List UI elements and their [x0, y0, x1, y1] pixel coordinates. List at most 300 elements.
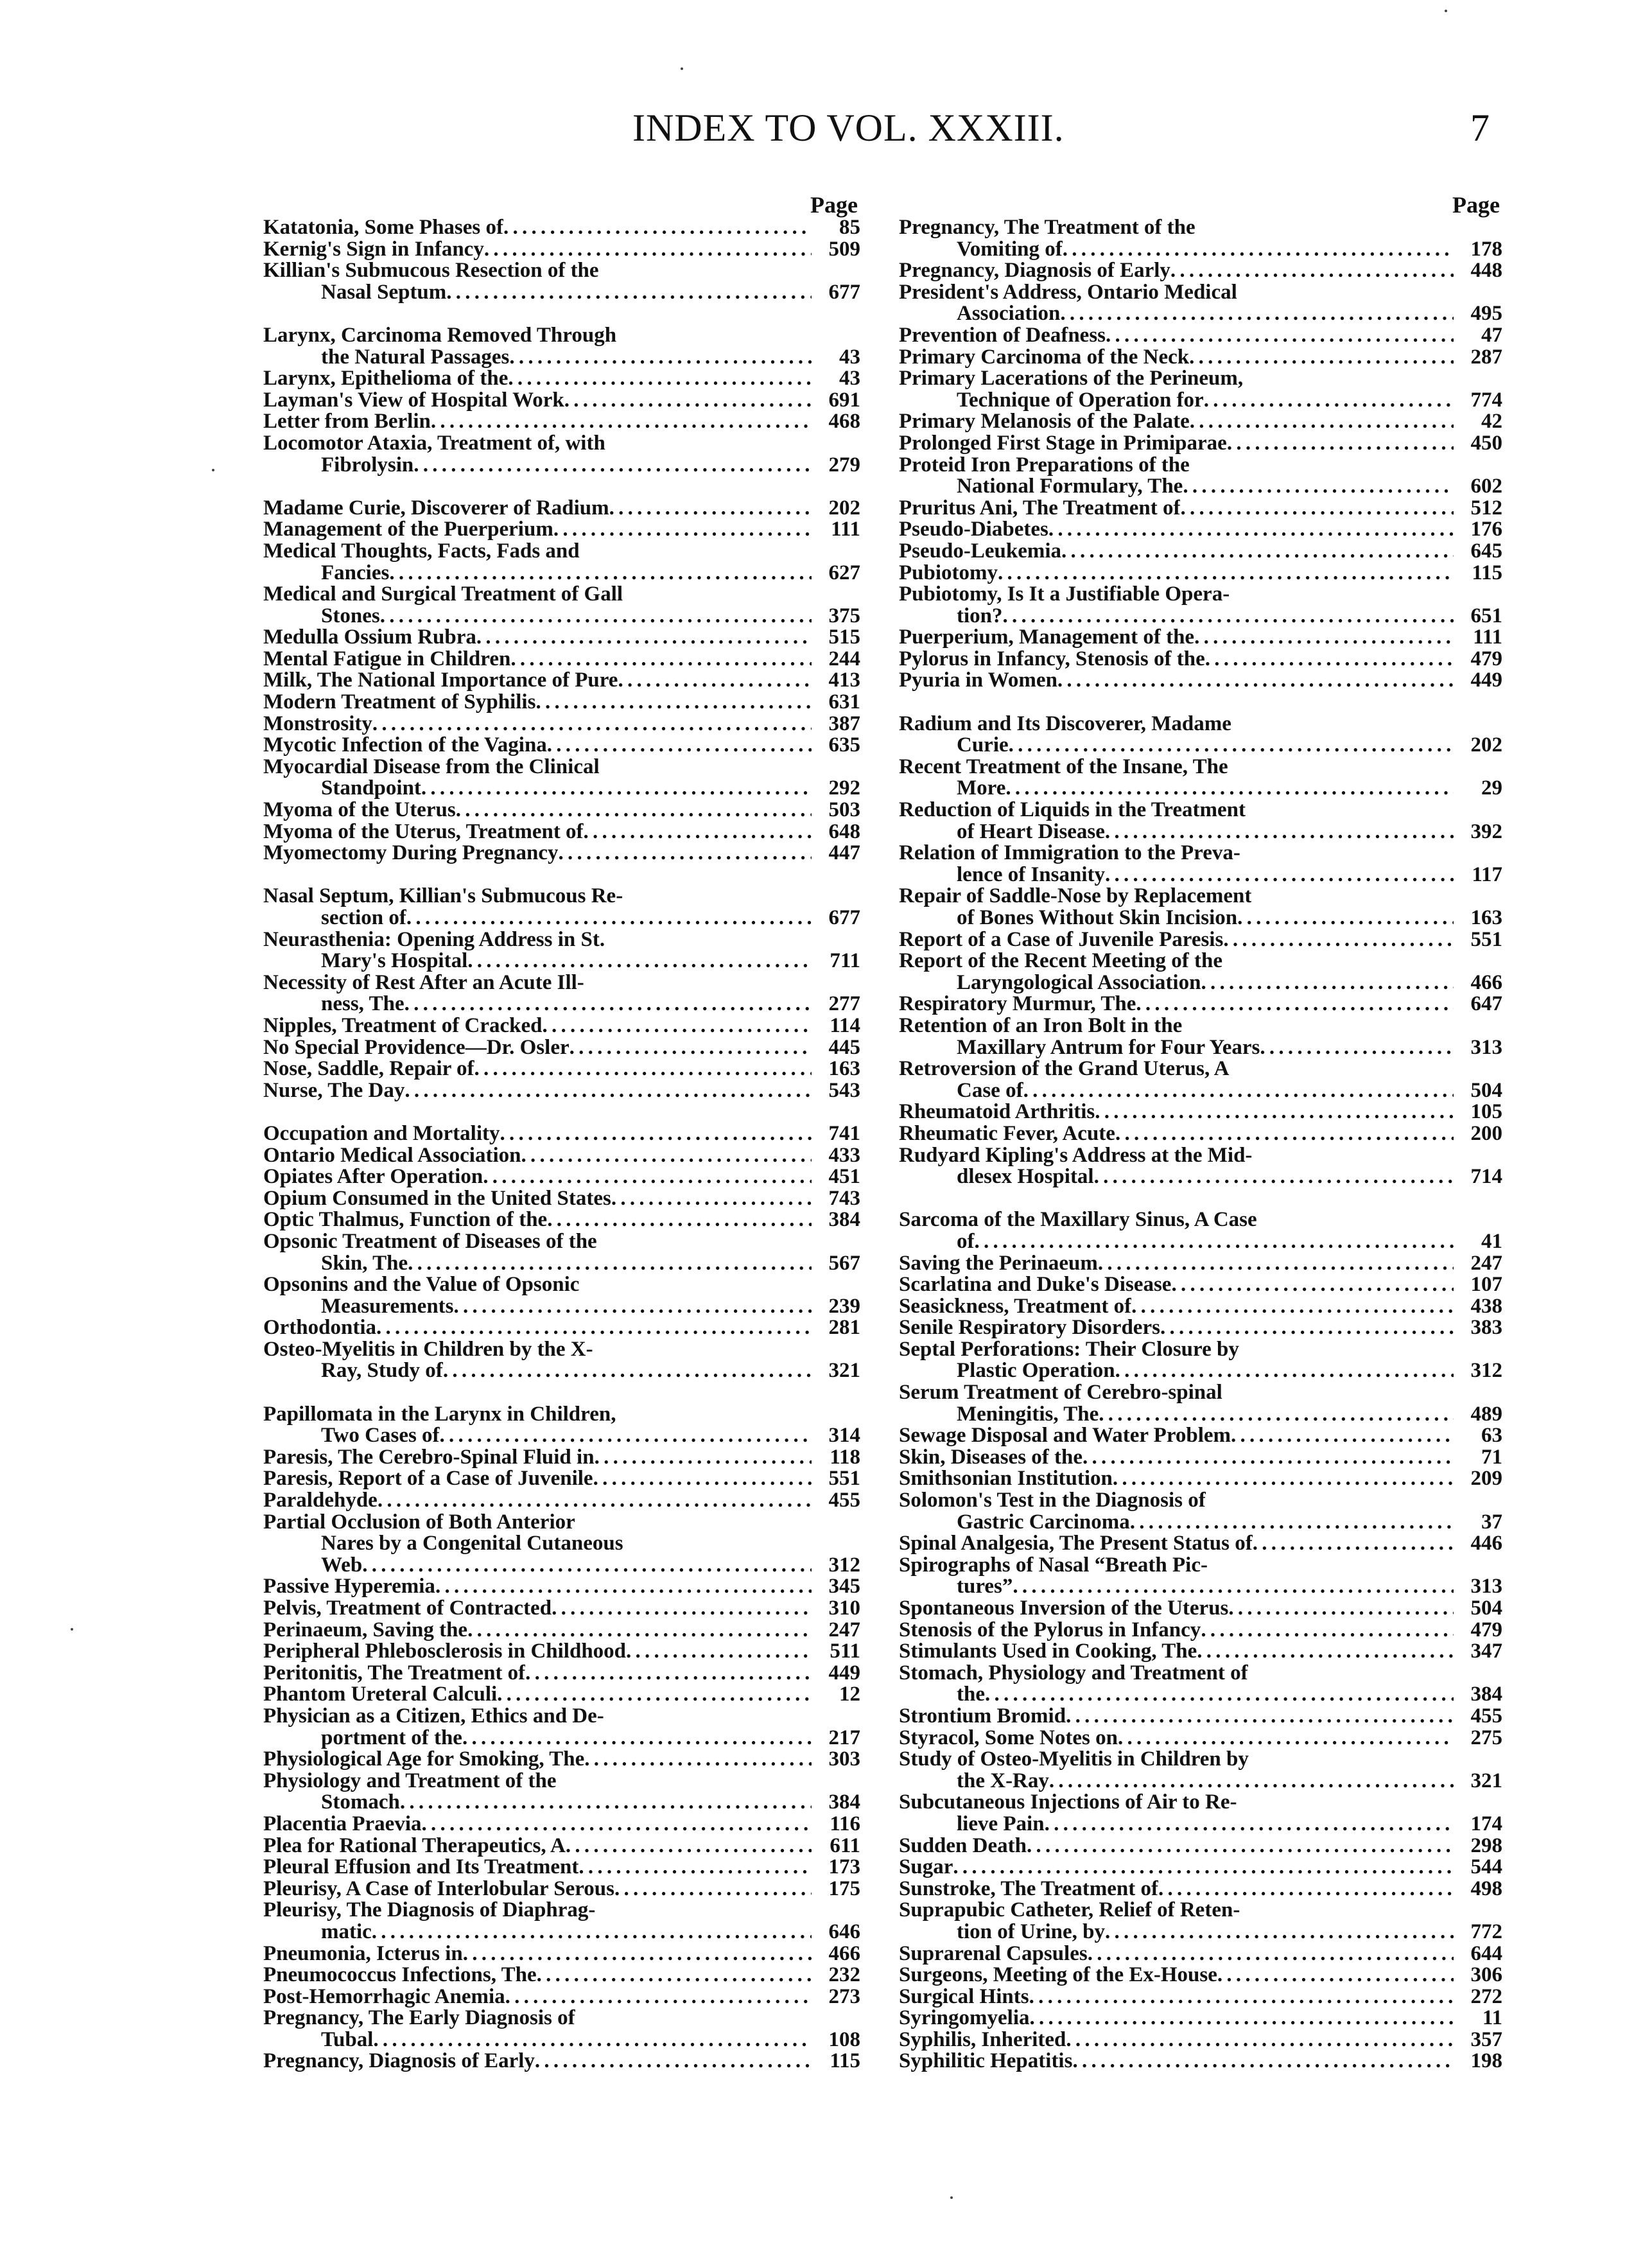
entry-page-number: 466: [1470, 970, 1502, 994]
entry-page-number: 449: [1470, 669, 1502, 692]
index-entry: [263, 1663, 860, 1685]
entry-title: Fibrolysin: [321, 454, 414, 477]
entry-title: Rheumatic Fever, Acute: [899, 1123, 1115, 1145]
index-entry: [263, 800, 860, 821]
dot-leader: [626, 1641, 812, 1663]
dot-leader: [1066, 2029, 1454, 2051]
dot-leader: [1205, 649, 1454, 670]
index-entry: [899, 1533, 1502, 1555]
entry-title: Syphilis, Inherited: [899, 2029, 1066, 2051]
entry-title: matic: [321, 1921, 372, 1943]
entry-title: Papillomata in the Larynx in Children,: [263, 1403, 616, 1426]
page-number: 7: [1470, 107, 1490, 149]
entry-page-number: 239: [828, 1294, 860, 1318]
index-entry: [899, 541, 1502, 563]
entry-page-number: 173: [828, 1855, 860, 1879]
entry-title: Pneumonia, Icterus in: [263, 1943, 463, 1965]
entry-title: Kernig's Sign in Infancy: [263, 238, 484, 261]
index-entry: [899, 1706, 1502, 1728]
entry-title: Myomectomy During Pregnancy: [263, 843, 559, 864]
entry-page-number: 313: [1470, 1035, 1502, 1059]
entry-page-number: 384: [828, 1790, 860, 1814]
print-speck: [1445, 10, 1447, 12]
dot-leader: [372, 1921, 812, 1943]
entry-title: Physician as a Citizen, Ethics and De-: [263, 1705, 604, 1728]
index-entry: [263, 1188, 860, 1210]
index-entry: [899, 1274, 1502, 1296]
dot-leader: [584, 1749, 812, 1771]
entry-title: Two Cases of: [321, 1425, 440, 1447]
index-entry: [899, 649, 1502, 670]
entry-title: Sarcoma of the Maxillary Sinus, A Case: [899, 1209, 1257, 1231]
index-entry: [899, 821, 1502, 843]
index-entry: [899, 1921, 1502, 1943]
entry-title: No Special Providence—Dr. Osler: [263, 1037, 570, 1059]
entry-title: Retroversion of the Grand Uterus, A: [899, 1058, 1230, 1080]
entry-page-number: 71: [1481, 1445, 1502, 1469]
entry-title: Suprapubic Catheter, Relief of Reten-: [899, 1900, 1240, 1921]
dot-leader: [1201, 972, 1454, 994]
dot-leader: [564, 390, 812, 412]
entry-title: Pelvis, Treatment of Contracted: [263, 1598, 552, 1620]
dot-leader: [1094, 1166, 1454, 1188]
dot-leader: [400, 1792, 812, 1814]
entry-page-number: 551: [828, 1467, 860, 1491]
index-entry: [263, 1835, 860, 1857]
index-entry: [263, 1878, 860, 1900]
index-entries-right: [899, 217, 1502, 2072]
index-entry: [263, 1447, 860, 1469]
entry-title: Sugar: [899, 1857, 953, 1878]
dot-leader: [1009, 735, 1454, 757]
index-entry: [899, 1058, 1502, 1080]
dot-leader: [1045, 1814, 1454, 1835]
entry-page-number: 447: [828, 841, 860, 865]
index-entry: [899, 563, 1502, 584]
entry-page-number: 567: [828, 1251, 860, 1275]
entry-title: Study of Osteo-Myelitis in Children by: [899, 1749, 1249, 1771]
dot-leader: [508, 368, 812, 390]
entry-title: Layman's View of Hospital Work: [263, 389, 564, 412]
entry-title: Occupation and Mortality: [263, 1123, 500, 1145]
entry-page-number: 273: [828, 1984, 860, 2008]
index-entry: [899, 282, 1502, 304]
entry-title: Measurements: [321, 1295, 454, 1318]
entry-page-number: 272: [1470, 1984, 1502, 2008]
dot-leader: [1106, 325, 1454, 347]
dot-leader: [611, 1188, 812, 1210]
entry-title: the: [957, 1684, 985, 1706]
entry-page-number: 298: [1470, 1834, 1502, 1857]
entry-title: Myocardial Disease from the Clinical: [263, 756, 600, 778]
dot-leader: [1099, 1404, 1454, 1426]
index-entry: [263, 2008, 860, 2029]
dot-leader: [456, 800, 812, 821]
letter-group-gap: [263, 1382, 860, 1404]
index-entry: [263, 1512, 860, 1534]
entry-title: Modern Treatment of Syphilis: [263, 692, 536, 713]
index-entry: [263, 584, 860, 606]
running-title: INDEX TO VOL. XXXIII.: [632, 107, 1065, 149]
entry-title: Meningitis, The: [957, 1403, 1099, 1426]
dot-leader: [454, 1296, 812, 1318]
entry-page-number: 479: [1470, 647, 1502, 670]
entry-title: Monstrosity: [263, 713, 372, 735]
dot-leader: [1158, 1878, 1454, 1900]
index-entry: [263, 843, 860, 864]
entry-page-number: 375: [828, 604, 860, 627]
entry-title: Sunstroke, The Treatment of: [899, 1878, 1158, 1900]
dot-leader: [373, 2029, 812, 2051]
dot-leader: [440, 1425, 812, 1447]
index-entry: [263, 757, 860, 778]
print-speck: [71, 1628, 73, 1631]
entry-title: Spontaneous Inversion of the Uterus: [899, 1598, 1229, 1620]
entry-page-number: 357: [1470, 2027, 1502, 2051]
entry-title: Surgical Hints: [899, 1986, 1029, 2008]
entry-page-number: 202: [1470, 733, 1502, 757]
dot-leader: [1228, 1598, 1454, 1620]
dot-leader: [1194, 627, 1454, 649]
dot-leader: [1095, 1101, 1454, 1123]
entry-page-number: 29: [1481, 776, 1502, 800]
dot-leader: [1183, 476, 1454, 498]
index-entry: [263, 1468, 860, 1490]
dot-leader: [1105, 864, 1454, 886]
entry-page-number: 503: [828, 798, 860, 822]
index-entry: [263, 368, 860, 390]
dot-leader: [1131, 1296, 1454, 1318]
index-entry: [899, 929, 1502, 951]
dot-leader: [431, 411, 812, 433]
entry-page-number: 115: [1472, 561, 1502, 584]
entry-title: Medical Thoughts, Facts, Fads and: [263, 540, 580, 563]
dot-leader: [474, 1058, 812, 1080]
print-speck: [681, 67, 683, 70]
entry-title: Skin, Diseases of the: [899, 1446, 1083, 1469]
dot-leader: [1003, 606, 1454, 627]
dot-leader: [467, 1620, 812, 1641]
index-entry: [899, 1425, 1502, 1447]
entry-page-number: 279: [828, 453, 860, 477]
index-entry: [263, 1576, 860, 1598]
dot-leader: [1227, 433, 1454, 455]
dot-leader: [1063, 239, 1454, 261]
index-entry: [899, 1166, 1502, 1188]
entry-title: Retention of an Iron Bolt in the: [899, 1015, 1183, 1037]
entry-page-number: 651: [1470, 604, 1502, 627]
entry-title: Spirographs of Nasal “Breath Pic-: [899, 1554, 1208, 1577]
entry-title: Nasal Septum, Killian's Submucous Re-: [263, 886, 623, 907]
index-entry: [899, 950, 1502, 972]
dot-leader: [1231, 1425, 1454, 1447]
entry-title: Plastic Operation: [957, 1360, 1115, 1383]
dot-leader: [503, 217, 812, 239]
entry-title: Katatonia, Some Phases of: [263, 217, 503, 239]
entry-page-number: 37: [1481, 1510, 1502, 1534]
entry-title: Physiology and Treatment of the: [263, 1770, 557, 1792]
dot-leader: [1237, 907, 1454, 929]
entry-title: Ray, Study of: [321, 1360, 443, 1383]
entry-page-number: 479: [1470, 1618, 1502, 1641]
index-entry: [263, 282, 860, 304]
dot-leader: [376, 1317, 812, 1339]
index-entry: [263, 907, 860, 929]
entry-title: Opsonins and the Value of Opsonic: [263, 1274, 580, 1296]
entry-page-number: 455: [1470, 1704, 1502, 1728]
entry-page-number: 277: [828, 992, 860, 1016]
dot-leader: [525, 1663, 812, 1685]
index-entry: [263, 1814, 860, 1835]
entry-page-number: 345: [828, 1575, 860, 1598]
entry-title: Necessity of Rest After an Acute Ill-: [263, 972, 584, 994]
dot-leader: [408, 1253, 812, 1275]
entry-title: Respiratory Murmur, The: [899, 993, 1136, 1015]
entry-page-number: 314: [828, 1424, 860, 1448]
index-entry: [899, 1814, 1502, 1835]
entry-title: Pleurisy, A Case of Interlobular Serous: [263, 1878, 614, 1900]
dot-leader: [505, 1986, 812, 2008]
index-entry: [263, 649, 860, 670]
entry-title: Prevention of Deafness: [899, 324, 1106, 347]
index-entry: [899, 627, 1502, 649]
index-entry: [899, 1253, 1502, 1275]
entry-title: Tubal: [321, 2029, 374, 2051]
entry-page-number: 551: [1470, 927, 1502, 951]
entry-title: Senile Respiratory Disorders: [899, 1317, 1160, 1339]
index-entry: [263, 1080, 860, 1102]
dot-leader: [1088, 1943, 1454, 1965]
entry-title: tion?: [957, 605, 1003, 627]
dot-leader: [998, 563, 1454, 584]
entry-title: Sewage Disposal and Water Problem: [899, 1425, 1231, 1447]
dot-leader: [535, 2051, 812, 2072]
index-entry: [899, 411, 1502, 433]
entry-title: Passive Hyperemia: [263, 1576, 435, 1598]
index-entry: [899, 1900, 1502, 1921]
index-entry: [263, 670, 860, 692]
entry-page-number: 175: [828, 1877, 860, 1900]
entry-title: Pubiotomy, Is It a Justifiable Opera-: [899, 584, 1230, 606]
entry-title: Gastric Carcinoma: [957, 1511, 1130, 1534]
entry-title: Killian's Submucous Resection of the: [263, 260, 599, 282]
index-entry: [263, 1425, 860, 1447]
entry-title: Phantom Ureteral Calculi: [263, 1684, 498, 1706]
entry-title: Seasickness, Treatment of: [899, 1295, 1132, 1318]
entry-title: Opiates After Operation: [263, 1166, 483, 1188]
index-entry: [263, 1209, 860, 1231]
dot-leader: [1057, 670, 1454, 692]
dot-leader: [558, 843, 812, 864]
dot-leader: [1027, 1835, 1454, 1857]
dot-leader: [500, 1123, 812, 1145]
dot-leader: [1048, 519, 1454, 541]
index-entry: [899, 2008, 1502, 2029]
dot-leader: [1049, 1771, 1454, 1792]
index-entry: [899, 1771, 1502, 1792]
entry-title: Plea for Rational Therapeutics, A: [263, 1835, 566, 1857]
entry-title: Reduction of Liquids in the Treatment: [899, 800, 1246, 821]
dot-leader: [463, 1943, 812, 1965]
index-entry: [899, 1663, 1502, 1685]
index-entry: [263, 2029, 860, 2051]
entry-page-number: 433: [828, 1143, 860, 1167]
entry-title: Opsonic Treatment of Diseases of the: [263, 1230, 597, 1253]
entry-title: tion of Urine, by: [957, 1921, 1105, 1943]
entry-page-number: 774: [1470, 388, 1502, 412]
entry-title: Letter from Berlin: [263, 411, 431, 433]
entry-page-number: 644: [1470, 1941, 1502, 1965]
index-entry: [899, 1080, 1502, 1102]
index-entry: [899, 1382, 1502, 1404]
index-entry: [899, 993, 1502, 1015]
index-entry: [899, 800, 1502, 821]
entry-title: of: [957, 1230, 975, 1253]
dot-leader: [521, 1145, 812, 1167]
entry-title: section of: [321, 907, 406, 929]
index-entry: [263, 692, 860, 713]
entry-title: Rudyard Kipling's Address at the Mid-: [899, 1144, 1253, 1167]
entry-page-number: 114: [830, 1013, 860, 1037]
entry-page-number: 85: [839, 216, 860, 239]
letter-group-gap: [263, 1101, 860, 1123]
index-entry: [899, 1965, 1502, 1986]
entry-page-number: 281: [828, 1316, 860, 1340]
entry-page-number: 691: [828, 388, 860, 412]
index-entry: [263, 886, 860, 907]
dot-leader: [1217, 1965, 1454, 1986]
entry-page-number: 645: [1470, 539, 1502, 563]
entry-title: Larynx, Epithelioma of the: [263, 368, 509, 390]
index-entry: [899, 1209, 1502, 1231]
entry-title: Styracol, Some Notes on: [899, 1727, 1118, 1749]
entry-page-number: 677: [828, 906, 860, 929]
entry-page-number: 118: [830, 1445, 860, 1469]
index-entry: [263, 325, 860, 347]
index-entry: [263, 1857, 860, 1878]
dot-leader: [1030, 2008, 1454, 2029]
letter-group-gap: [263, 476, 860, 498]
entry-title: Nasal Septum: [321, 281, 447, 304]
entry-title: Primary Lacerations of the Perineum,: [899, 368, 1244, 390]
entry-page-number: 42: [1481, 410, 1502, 433]
dot-leader: [1115, 1123, 1454, 1145]
entry-title: ness, The: [321, 993, 404, 1015]
index-entry: [899, 670, 1502, 692]
index-entry: [263, 390, 860, 412]
entry-title: Spinal Analgesia, The Present Status of: [899, 1533, 1253, 1555]
entry-page-number: 198: [1470, 2049, 1502, 2073]
dot-leader: [435, 1576, 812, 1598]
entry-page-number: 509: [828, 237, 860, 261]
dot-leader: [953, 1857, 1454, 1878]
index-entry: [263, 1123, 860, 1145]
entry-title: the Natural Passages: [321, 346, 510, 369]
index-entry: [263, 1231, 860, 1253]
index-entry: [263, 1360, 860, 1382]
index-entry: [899, 1490, 1502, 1512]
letter-group-gap: [899, 1188, 1502, 1210]
index-entry: [263, 1641, 860, 1663]
dot-leader: [422, 1814, 812, 1835]
print-speck: [950, 2196, 953, 2199]
entry-page-number: 631: [828, 690, 860, 714]
entry-title: Primary Carcinoma of the Neck: [899, 346, 1190, 369]
index-entry: [263, 1728, 860, 1749]
dot-leader: [1189, 347, 1454, 369]
entry-page-number: 312: [1470, 1359, 1502, 1383]
entry-title: Locomotor Ataxia, Treatment of, with: [263, 432, 605, 455]
index-entry: [263, 347, 860, 369]
index-entry: [263, 1771, 860, 1792]
entry-title: Larynx, Carcinoma Removed Through: [263, 324, 617, 347]
entry-page-number: 111: [831, 518, 860, 541]
entry-page-number: 512: [1470, 496, 1502, 520]
index-entry: [263, 1015, 860, 1037]
dot-leader: [547, 1209, 812, 1231]
index-entry: [899, 843, 1502, 864]
dot-leader: [618, 670, 812, 692]
entry-title: Rheumatoid Arthritis: [899, 1101, 1095, 1123]
entry-title: Optic Thalmus, Function of the: [263, 1209, 548, 1231]
entry-page-number: 384: [1470, 1683, 1502, 1706]
entry-page-number: 209: [1470, 1467, 1502, 1491]
index-entry: [899, 217, 1502, 239]
entry-page-number: 438: [1470, 1294, 1502, 1318]
index-entry: [899, 1296, 1502, 1318]
entry-title: Pseudo-Leukemia: [899, 540, 1062, 563]
entry-title: Nares by a Congenital Cutaneous: [321, 1533, 623, 1555]
index-entry: [899, 1684, 1502, 1706]
running-head: [0, 106, 1652, 157]
entry-title: lieve Pain: [957, 1813, 1045, 1835]
entry-page-number: 313: [1470, 1575, 1502, 1598]
index-entry: [263, 563, 860, 584]
index-entry: [263, 1058, 860, 1080]
entry-title: Standpoint: [321, 778, 421, 800]
entry-title: dlesex Hospital: [957, 1166, 1094, 1188]
index-entry: [899, 1339, 1502, 1361]
dot-leader: [1170, 260, 1454, 282]
entry-title: Primary Melanosis of the Palate: [899, 411, 1190, 433]
entry-title: Skin, The: [321, 1252, 408, 1275]
entry-title: Stomach: [321, 1792, 400, 1814]
index-entry: [899, 1728, 1502, 1749]
entry-page-number: 310: [828, 1597, 860, 1620]
index-entry: [899, 1835, 1502, 1857]
index-entry: [263, 929, 860, 951]
dot-leader: [372, 713, 812, 735]
dot-leader: [542, 1015, 812, 1037]
dot-leader: [467, 950, 812, 972]
entry-title: Suprarenal Capsules: [899, 1943, 1088, 1965]
entry-title: Syringomyelia: [899, 2008, 1030, 2029]
dot-leader: [547, 735, 812, 757]
entry-title: Pyuria in Women: [899, 670, 1057, 692]
entry-page-number: 543: [828, 1078, 860, 1102]
print-speck: [212, 469, 214, 471]
index-entry: [263, 1296, 860, 1318]
entry-title: Peripheral Phlebosclerosis in Childhood: [263, 1641, 627, 1663]
entry-title: Opium Consumed in the United States: [263, 1187, 611, 1210]
entry-title: Curie: [957, 735, 1009, 757]
entry-page-number: 677: [828, 280, 860, 304]
index-entry: [263, 1620, 860, 1641]
entry-title: Case of: [957, 1080, 1023, 1102]
dot-leader: [1013, 1576, 1454, 1598]
entry-page-number: 450: [1470, 431, 1502, 455]
dot-leader: [1113, 1468, 1454, 1490]
